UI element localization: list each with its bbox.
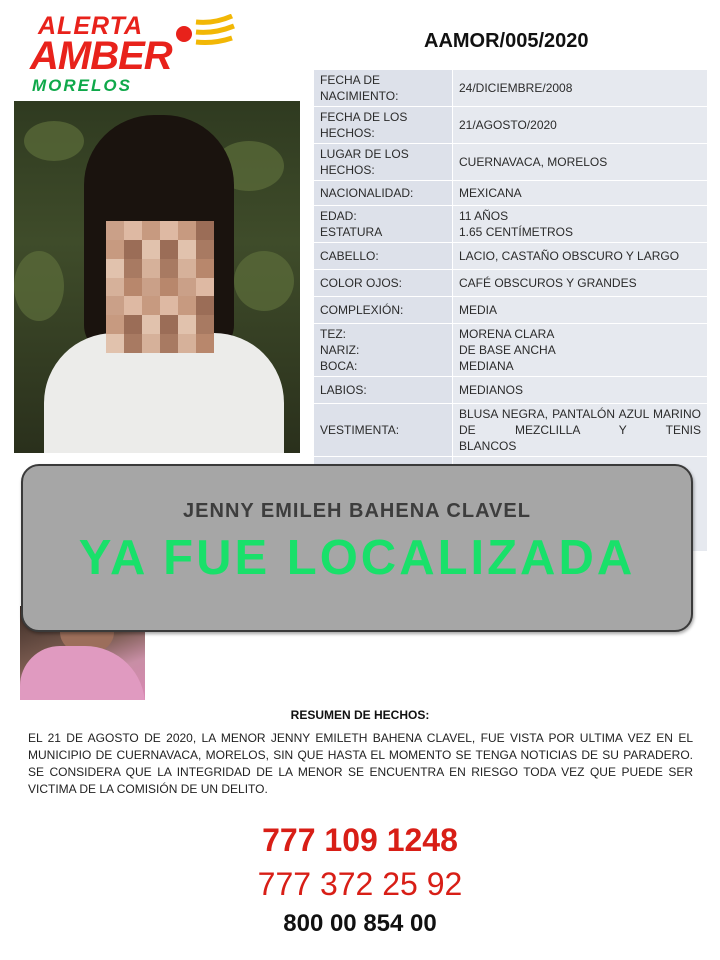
detail-value: CAFÉ OBSCUROS Y GRANDES [453, 270, 708, 297]
detail-row-build [314, 297, 708, 324]
detail-value [453, 404, 708, 457]
detail-row-event-date [314, 107, 708, 144]
detail-row-clothing [314, 404, 708, 457]
detail-value-skin: MORENA CLARA [459, 327, 555, 341]
detail-value [453, 324, 708, 377]
detail-value-height: 1.65 CENTÍMETROS [459, 225, 574, 239]
case-id: AAMOR/005/2020 [424, 30, 589, 52]
detail-value: LACIO, CASTAÑO OBSCURO Y LARGO [453, 243, 708, 270]
detail-label [314, 206, 453, 243]
detail-label: VESTIMENTA: [314, 404, 453, 457]
missing-person-photo [14, 101, 300, 453]
detail-row-event-place [314, 144, 708, 181]
alerta-amber-logo [26, 10, 236, 95]
phone-primary: 777 109 1248 [262, 822, 458, 858]
detail-label: COLOR OJOS: [314, 270, 453, 297]
summary-title: RESUMEN DE HECHOS: [290, 708, 430, 722]
detail-row-birthdate [314, 70, 708, 107]
detail-value-clothing: BLUSA NEGRA, PANTALÓN AZUL MARINO DE MEZCLILLA Y TENIS [459, 407, 701, 437]
phone-secondary: 777 372 25 92 [257, 866, 463, 902]
detail-row-hair [314, 243, 708, 270]
detail-label-age: EDAD: [320, 209, 357, 223]
detail-row-nationality [314, 181, 708, 206]
detail-label: FECHA DE NACIMIENTO: [314, 70, 453, 107]
detail-row-age-height [314, 206, 708, 243]
detail-label-nose: NARIZ: [320, 343, 360, 357]
detail-row-eye-color [314, 270, 708, 297]
person-name: JENNY EMILEH BAHENA CLAVEL [183, 500, 531, 522]
detail-value: 24/DICIEMBRE/2008 [453, 70, 708, 107]
summary-text: EL 21 DE AGOSTO DE 2020, LA MENOR JENNY EMILETH BAHENA CLAVEL, FUE VISTA POR ULTIMA VEZ EN EL MUNICIPIO DE CUERNAVACA, MORELOS, SIN QUE HASTA EL MOMENTO SE TENGA NOTICIAS DE SU PARADERO. SE CONSIDERA QUE LA INTEGRIDAD DE LA MENOR SE ENCUENTRA EN RIESGO TODA VEZ QUE PUEDE SER VICTIMA DE LA COMISIÓN DE UN DELITO. [28, 731, 693, 796]
detail-label: LUGAR DE LOS HECHOS: [314, 144, 453, 181]
detail-value-age: 11 AÑOS [459, 209, 509, 223]
detail-label-skin: TEZ: [320, 327, 346, 341]
detail-label: CABELLO: [314, 243, 453, 270]
detail-value: MEDIA [453, 297, 708, 324]
detail-value-nose: DE BASE ANCHA [459, 343, 556, 357]
detail-label: LABIOS: [314, 377, 453, 404]
located-banner [21, 464, 693, 632]
detail-value-mouth: MEDIANA [459, 359, 514, 373]
detail-value [453, 206, 708, 243]
logo-line-morelos: MORELOS [32, 76, 132, 95]
detail-label: FECHA DE LOS HECHOS: [314, 107, 453, 144]
logo-line-amber: AMBER [30, 34, 172, 78]
detail-value: MEXICANA [453, 181, 708, 206]
signal-waves-icon [174, 14, 236, 54]
detail-value: CUERNAVACA, MORELOS [453, 144, 708, 181]
detail-label-mouth: BOCA: [320, 359, 358, 373]
pixelated-face [106, 221, 214, 353]
phone-tollfree: 800 00 854 00 [283, 910, 437, 937]
detail-row-complexion [314, 324, 708, 377]
detail-label-height: ESTATURA [320, 225, 383, 239]
logo-line-alerta: ALERTA [38, 12, 144, 40]
located-status: YA FUE LOCALIZADA [78, 531, 636, 585]
detail-value: MEDIANOS [453, 377, 708, 404]
detail-label: COMPLEXIÓN: [314, 297, 453, 324]
detail-value: 21/AGOSTO/2020 [453, 107, 708, 144]
detail-row-lips [314, 377, 708, 404]
detail-value-clothing-cont: BLANCOS [459, 439, 517, 453]
detail-label: NACIONALIDAD: [314, 181, 453, 206]
detail-label [314, 324, 453, 377]
